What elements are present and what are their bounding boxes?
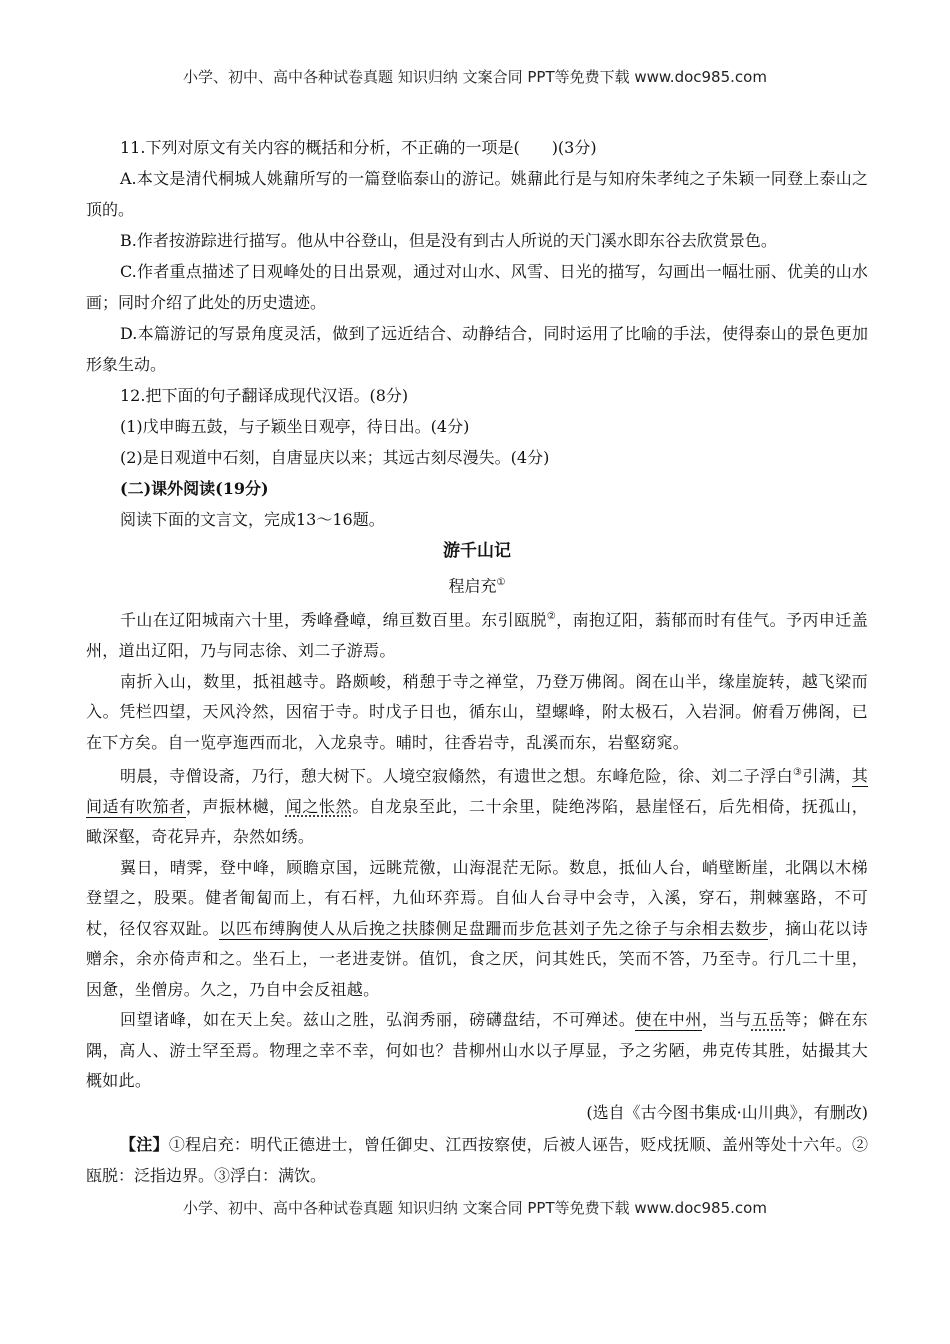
question-12: 12.把下面的句子翻译成现代汉语。(8分) <box>120 386 409 405</box>
dotted-phrase: 五岳 <box>751 1010 786 1030</box>
page-content <box>86 132 868 1191</box>
passage-paragraph-3: 明晨，寺僧设斋，乃行，憩大树下。人境空寂翛然，有遗世之想。东峰危险，徐、刘二子浮白③引满，其间适有吹笳者，声振林樾，闻之怅然。自龙泉至此，二十余里，陡绝涔陷，悬崖怪石，后先相倚，抚孤山，瞰深壑，奇花异卉，杂然如绣。 <box>86 766 868 847</box>
passage-paragraph-5: 回望诸峰，如在天上矣。兹山之胜，弘润秀丽，磅礴盘结，不可殚述。使在中州，当与五岳等；僻在东隅，高人、游士罕至焉。物理之幸不幸，何如也？昔柳州山水以子厚显，予之劣陋，弗克传其胜，姑撮其大概如此。 <box>86 1010 868 1091</box>
passage-source: (选自《古今图书集成·山川典》，有删改) <box>586 1102 868 1122</box>
passage-author: 程启充① <box>448 576 506 596</box>
question-12-part-2: (2)是日观道中石刻，自唐显庆以来；其远古刻尽漫失。(4分) <box>120 448 550 467</box>
option-11-a: A.本文是清代桐城人姚鼐所写的一篇登临泰山的游记。姚鼐此行是与知府朱孝纯之子朱颖一同登上泰山之顶的。 <box>86 169 868 219</box>
passage-paragraph-4: 翼日，晴霁，登中峰，顾瞻京国，远眺荒徼，山海混茫无际。数息，抵仙人台，峭壁断崖，北隅以木梯登望之，股栗。健者匍匐而上，有石枰，九仙环弈焉。自仙人台寻中会寺，入溪，穿石，荆棘塞路，不可杖，径仅容双趾。以匹布缚胸使人从后挽之扶膝侧足盘跚而步危甚刘子先之徐子与余相去数步，摘山花以诗赠余，余亦倚声和之。坐石上，一老进麦饼。值饥，食之厌，问其姓氏，笑而不答，乃至寺。行几二十里，因惫，坐僧房。久之，乃自中会反祖越。 <box>86 857 868 999</box>
option-11-c: C.作者重点描述了日观峰处的日出景观，通过对山水、风雪、日光的描写，勾画出一幅壮丽、优美的山水画；同时介绍了此处的历史遗迹。 <box>86 262 868 312</box>
header-banner: 小学、初中、高中各种试卷真题 知识归纳 文案合同 PPT等免费下载 www.doc985.com <box>183 68 767 86</box>
footer-banner: 小学、初中、高中各种试卷真题 知识归纳 文案合同 PPT等免费下载 www.doc985.com <box>183 1199 767 1217</box>
passage-paragraph-2: 南折入山，数里，抵祖越寺。路颇峻，稍憩于寺之禅堂，乃登万佛阁。阁在山半，缘崖旋转，越飞梁而入。凭栏四望，天风泠然，因宿于寺。时戊子日也，循东山，望螺峰，附太极石，入岩洞。俯看万佛阁，已在下方矣。自一览亭迤西而北，入龙泉寺。晡时，往香岩寺，乱溪而东，岩壑窈窕。 <box>86 671 868 752</box>
section-instruction: 阅读下面的文言文，完成13～16题。 <box>120 510 385 529</box>
underlined-sentence: 以匹布缚胸使人从后挽之扶膝侧足盘跚而步危甚刘子先之徐子与余相去数步 <box>219 918 769 938</box>
question-11: 11.下列对原文有关内容的概括和分析，不正确的一项是( )(3分) <box>120 138 597 157</box>
underlined-phrase: 使在中州 <box>635 1010 702 1030</box>
dotted-phrase: 闻之怅然 <box>285 796 353 816</box>
option-11-d: D.本篇游记的写景角度灵活，做到了远近结合、动静结合，同时运用了比喻的手法，使得泰山的景色更加形象生动。 <box>86 324 868 374</box>
underlined-phrase: 其间适有吹笳者 <box>86 766 868 816</box>
section-heading: (二)课外阅读(19分) <box>120 479 269 498</box>
option-11-b: B.作者按游踪进行描写。他从中谷登山，但是没有到古人所说的天门溪水即东谷去欣赏景色。 <box>120 231 777 250</box>
passage-notes: 【注】①程启充：明代正德进士，曾任御史、江西按察使，后被人诬告，贬戍抚顺、盖州等处十六年。②瓯脱：泛指边界。③浮白：满饮。 <box>86 1134 868 1185</box>
passage-paragraph-1: 千山在辽阳城南六十里，秀峰叠嶂，绵亘数百里。东引瓯脱②，南抱辽阳，蓊郁而时有佳气。予丙申迁盖州，道出辽阳，乃与同志徐、刘二子游焉。 <box>86 610 869 661</box>
question-12-part-1: (1)戊申晦五鼓，与子颖坐日观亭，待日出。(4分) <box>120 417 470 436</box>
passage-title: 游千山记 <box>443 541 511 561</box>
